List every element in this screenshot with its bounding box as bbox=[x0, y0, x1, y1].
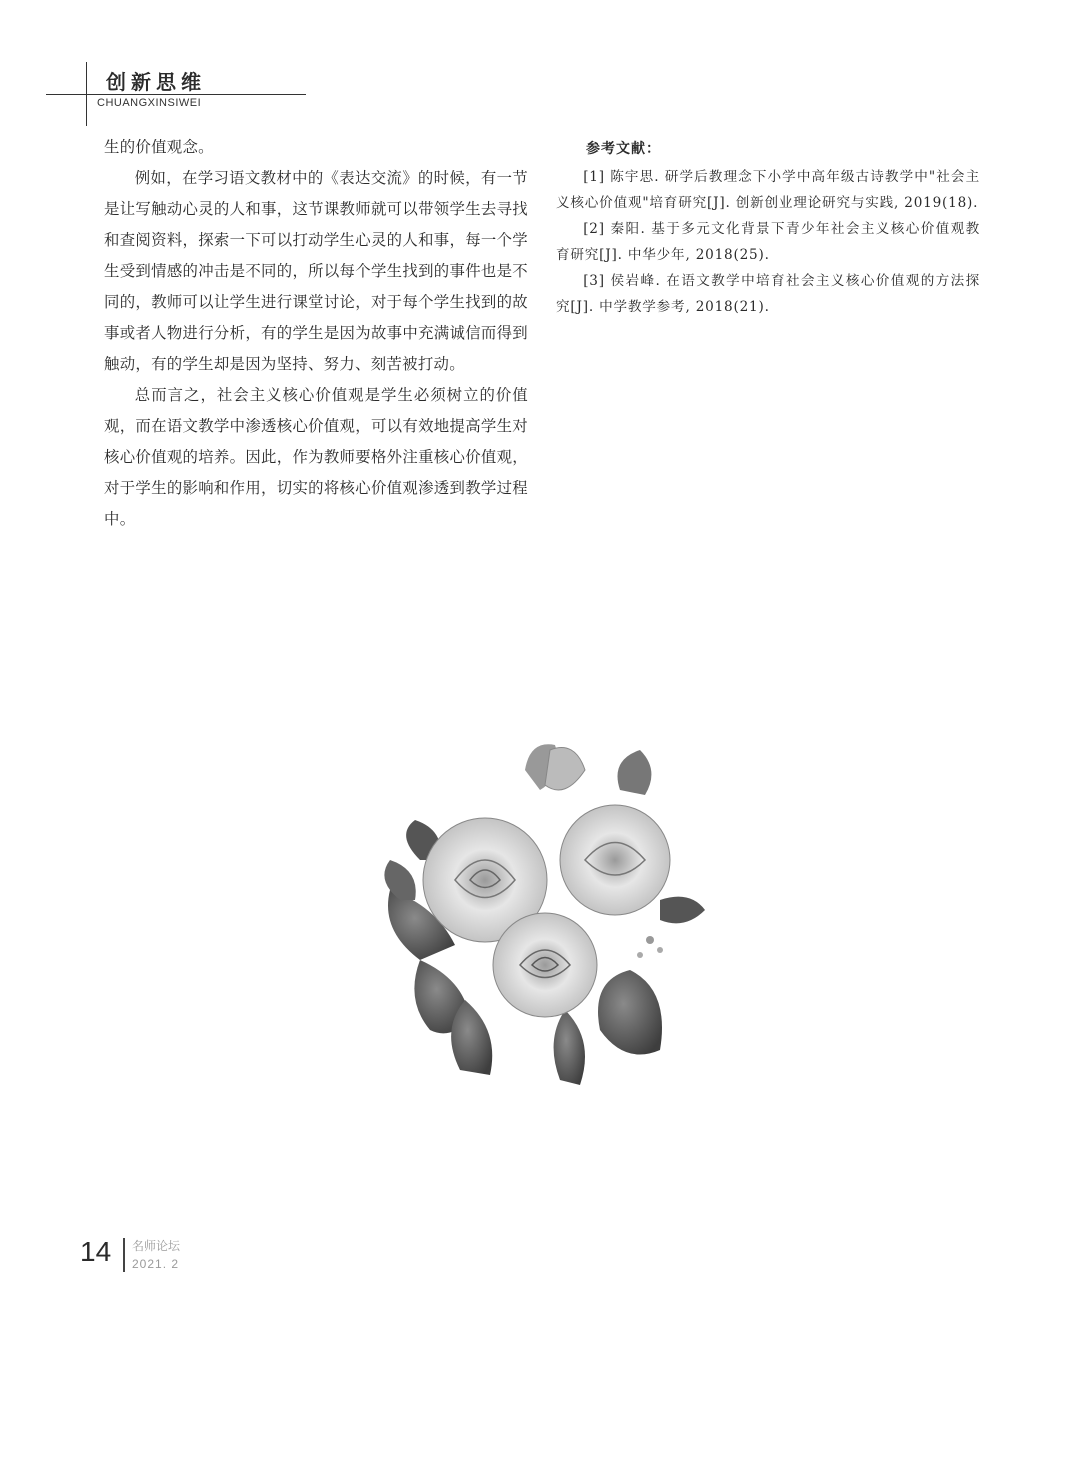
reference-item-3: [3] 侯岩峰. 在语文教学中培育社会主义核心价值观的方法探究[J]. 中学教学参考, 2018(21). bbox=[556, 273, 980, 315]
magazine-name: 名师论坛 bbox=[132, 1239, 181, 1253]
reference-item-1: [1] 陈宇思. 研学后教理念下小学中高年级古诗教学中"社会主义核心价值观"培育研究[J]. 创新创业理论研究与实践, 2019(18). bbox=[556, 169, 980, 211]
references-heading: 参考文献： bbox=[586, 141, 661, 157]
rose-bouquet-image bbox=[360, 730, 720, 1100]
section-header bbox=[0, 0, 320, 130]
references-column bbox=[556, 138, 980, 320]
section-title: 创新思维 bbox=[106, 70, 206, 94]
body-paragraph-3: 总而言之，社会主义核心价值观是学生必须树立的价值观，而在语文教学中渗透核心价值观，可以有效地提高学生对核心价值观的培养。因此，作为教师要格外注重核心价值观，对于学生的影响和作用，切实的将核心价值观渗透到教学过程中。 bbox=[104, 386, 528, 528]
page-number: 14 bbox=[80, 1236, 112, 1267]
reference-item-2: [2] 秦阳. 基于多元文化背景下青少年社会主义核心价值观教育研究[J]. 中华少年, 2018(25). bbox=[556, 221, 980, 263]
body-paragraph-2: 例如，在学习语文教材中的《表达交流》的时候，有一节是让写触动心灵的人和事，这节课教师就可以带领学生去寻找和查阅资料，探索一下可以打动学生心灵的人和事，每一个学生受到情感的冲击是不同的，所以每个学生找到的事件也是不同的，教师可以让学生进行课堂讨论，对于每个学生找到的故事或者人物进行分析，有的学生是因为故事中充满诚信而得到触动，有的学生却是因为坚持、努力、刻苦被打动。 bbox=[104, 169, 528, 373]
section-subtitle: CHUANGXINSIWEI bbox=[97, 97, 202, 109]
page-footer bbox=[80, 1236, 280, 1276]
article-body-column bbox=[104, 132, 528, 535]
footer-divider bbox=[123, 1238, 125, 1272]
issue-date: 2021. 2 bbox=[132, 1257, 180, 1271]
body-paragraph-1: 生的价值观念。 bbox=[104, 138, 214, 156]
rose-illustration bbox=[360, 730, 720, 1100]
